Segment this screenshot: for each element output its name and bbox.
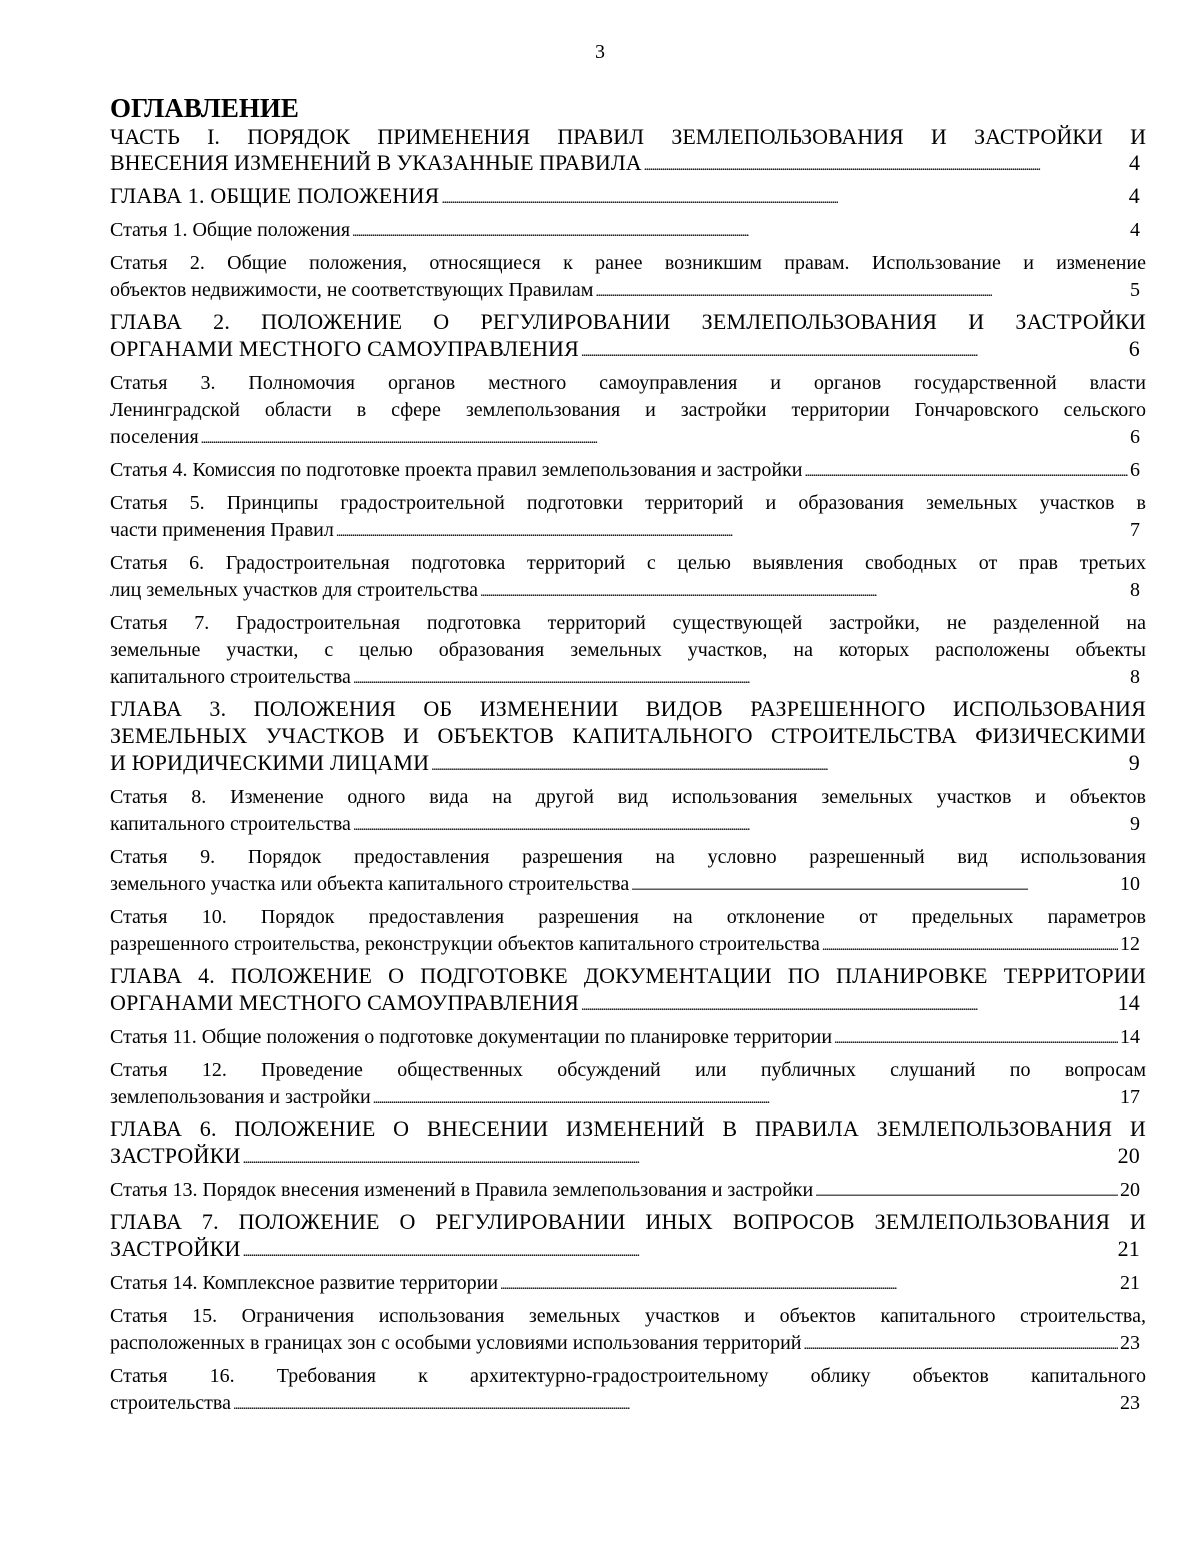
toc-entry-last-line	[110, 1024, 1146, 1053]
toc-title: ОГЛАВЛЕНИЕ	[110, 93, 299, 123]
toc-entry-line: Ленинградской области в сфере землепользования и застройки территории Гончаровского сельского	[110, 399, 1146, 421]
toc-entry-page-number: 6	[1130, 426, 1140, 448]
toc-entry-title: объектов недвижимости, не соответствующих Правилам	[110, 279, 594, 301]
toc-entry-page-number: 14	[1120, 1026, 1140, 1048]
toc-entry-article[interactable]	[110, 904, 1146, 960]
dot-leader	[243, 1142, 1116, 1173]
toc-entry-page-number: 5	[1130, 279, 1140, 301]
dot-leader	[805, 457, 1128, 486]
dot-leader	[804, 1330, 1118, 1359]
toc-entry-title: Статья 11. Общие положения о подготовке документации по планировке территории	[110, 1026, 833, 1048]
toc-entry-title: части применения Правил	[110, 519, 334, 541]
toc-entry-line: земельные участки, с целью образования земельных участков, на которых расположены объекты	[110, 639, 1146, 661]
toc-entry-article[interactable]	[110, 250, 1146, 306]
toc-entry-line: ГЛАВА 2. ПОЛОЖЕНИЕ О РЕГУЛИРОВАНИИ ЗЕМЛЕПОЛЬЗОВАНИЯ И ЗАСТРОЙКИ	[110, 309, 1146, 334]
toc-entry-line: Статья 8. Изменение одного вида на другой вид использования земельных участков и объектов	[110, 786, 1146, 808]
toc-entry-last-line	[110, 577, 1146, 606]
dot-leader	[480, 577, 1128, 606]
toc-entry-last-line	[110, 217, 1146, 246]
toc-entry-page-number: 9	[1128, 750, 1140, 775]
toc-entry-page-number: 20	[1117, 1143, 1140, 1168]
toc-entry-title: ОРГАНАМИ МЕСТНОГО САМОУПРАВЛЕНИЯ	[110, 336, 580, 361]
toc-entry-page-number: 6	[1130, 459, 1140, 481]
toc-entry-line: ЗЕМЕЛЬНЫХ УЧАСТКОВ И ОБЪЕКТОВ КАПИТАЛЬНОГО СТРОИТЕЛЬСТВА ФИЗИЧЕСКИМИ	[110, 723, 1146, 748]
dot-leader	[581, 989, 1116, 1020]
toc-entry-title: ГЛАВА 1. ОБЩИЕ ПОЛОЖЕНИЯ	[110, 183, 440, 208]
toc-entry-last-line	[110, 749, 1146, 780]
toc-entry-article[interactable]	[110, 1270, 1146, 1299]
toc-entry-article[interactable]	[110, 1057, 1146, 1113]
toc-entry-title: Статья 13. Порядок внесения изменений в Правила землепользования и застройки	[110, 1179, 814, 1201]
dot-leader	[815, 1177, 1118, 1206]
toc-entry-last-line	[110, 517, 1146, 546]
toc-entry-chapter[interactable]	[110, 1208, 1146, 1266]
toc-entry-line: ГЛАВА 6. ПОЛОЖЕНИЕ О ВНЕСЕНИИ ИЗМЕНЕНИЙ В ПРАВИЛА ЗЕМЛЕПОЛЬЗОВАНИЯ И	[110, 1116, 1146, 1141]
toc-entry-title: земельного участка или объекта капитального строительства	[110, 873, 630, 895]
toc-entry-article[interactable]	[110, 1303, 1146, 1359]
toc-entry-page-number: 23	[1120, 1392, 1140, 1414]
toc-entry-last-line	[110, 1270, 1146, 1299]
toc-entry-page-number: 7	[1130, 519, 1140, 541]
dot-leader	[581, 335, 1127, 366]
toc-entry-title: Статья 14. Комплексное развитие территории	[110, 1272, 499, 1294]
toc-entry-last-line	[110, 182, 1146, 213]
toc-entry-last-line	[110, 1390, 1146, 1419]
dot-leader	[431, 749, 1127, 780]
dot-leader	[644, 150, 1127, 180]
toc-entry-title: ВНЕСЕНИЯ ИЗМЕНЕНИЙ В УКАЗАННЫЕ ПРАВИЛА	[110, 150, 642, 175]
dot-leader	[595, 277, 1128, 306]
toc-entry-last-line	[110, 457, 1146, 486]
toc-entry-title: разрешенного строительства, реконструкции объектов капитального строительства	[110, 933, 820, 955]
toc-entry-article[interactable]	[110, 457, 1146, 486]
toc-entry-last-line	[110, 931, 1146, 960]
toc-entry-page-number: 4	[1128, 183, 1140, 208]
dot-leader	[441, 182, 1126, 213]
toc-entry-page-number: 8	[1130, 666, 1140, 688]
toc-entry-title: ЗАСТРОЙКИ	[110, 1143, 241, 1168]
dot-leader	[373, 1084, 1118, 1113]
toc-entry-page-number: 21	[1120, 1272, 1140, 1294]
dot-leader	[353, 811, 1128, 840]
toc-entry-last-line	[110, 811, 1146, 840]
toc-entry-chapter[interactable]	[110, 308, 1146, 366]
dot-leader	[201, 424, 1128, 453]
dot-leader	[834, 1024, 1118, 1053]
toc-entry-title: Статья 1. Общие положения	[110, 219, 351, 241]
toc-entry-page-number: 21	[1117, 1236, 1140, 1261]
toc-entry-line: ГЛАВА 4. ПОЛОЖЕНИЕ О ПОДГОТОВКЕ ДОКУМЕНТАЦИИ ПО ПЛАНИРОВКЕ ТЕРРИТОРИИ	[110, 963, 1146, 988]
page-number: 3	[595, 41, 605, 63]
toc-entry-last-line	[110, 1330, 1146, 1359]
toc-entry-article[interactable]	[110, 217, 1146, 246]
toc-entry-article[interactable]	[110, 490, 1146, 546]
toc-entry-line: Статья 2. Общие положения, относящиеся к ранее возникшим правам. Использование и изменение	[110, 252, 1146, 274]
toc-entry-line: Статья 10. Порядок предоставления разрешения на отклонение от предельных параметров	[110, 906, 1146, 928]
toc-entry-article[interactable]	[110, 550, 1146, 606]
toc-entry-line: ГЛАВА 7. ПОЛОЖЕНИЕ О РЕГУЛИРОВАНИИ ИНЫХ ВОПРОСОВ ЗЕМЛЕПОЛЬЗОВАНИЯ И	[110, 1209, 1146, 1234]
toc-entry-title: капитального строительства	[110, 666, 351, 688]
toc-entry-chapter[interactable]	[110, 695, 1146, 780]
toc-entry-page-number: 9	[1130, 813, 1140, 835]
toc-entry-title: землепользования и застройки	[110, 1086, 371, 1108]
toc-entry-line: Статья 12. Проведение общественных обсуждений или публичных слушаний по вопросам	[110, 1059, 1146, 1081]
toc-entry-page-number: 10	[1120, 873, 1140, 895]
dot-leader	[233, 1390, 1118, 1419]
toc-entry-title: расположенных в границах зон с особыми условиями использования территорий	[110, 1332, 802, 1354]
toc-entry-article[interactable]	[110, 370, 1146, 453]
toc-entry-title: капитального строительства	[110, 813, 351, 835]
dot-leader	[500, 1270, 1118, 1299]
toc-entry-chapter[interactable]	[110, 182, 1146, 213]
toc-entry-line: Статья 7. Градостроительная подготовка территорий существующей застройки, не разделенной на	[110, 612, 1146, 634]
toc-entry-last-line	[110, 150, 1146, 180]
toc-entry-last-line	[110, 1235, 1146, 1266]
toc-entry-last-line	[110, 1142, 1146, 1173]
table-of-contents	[110, 92, 1146, 1419]
toc-entry-article[interactable]	[110, 784, 1146, 840]
toc-entry-last-line	[110, 335, 1146, 366]
toc-entry-last-line	[110, 1177, 1146, 1206]
toc-entry-title: строительства	[110, 1392, 231, 1414]
toc-entry-page-number: 17	[1120, 1086, 1140, 1108]
dot-leader	[353, 664, 1128, 693]
dot-leader	[336, 517, 1128, 546]
toc-entry-line: Статья 16. Требования к архитектурно-градостроительному облику объектов капитального	[110, 1365, 1146, 1387]
toc-entry-last-line	[110, 664, 1146, 693]
toc-entry-title: поселения	[110, 426, 199, 448]
toc-entry-title: И ЮРИДИЧЕСКИМИ ЛИЦАМИ	[110, 750, 430, 775]
toc-entry-last-line	[110, 424, 1146, 453]
toc-entries	[110, 124, 1146, 1419]
toc-entry-page-number: 23	[1120, 1332, 1140, 1354]
dot-leader	[352, 217, 1128, 246]
toc-entry-line: ЧАСТЬ I. ПОРЯДОК ПРИМЕНЕНИЯ ПРАВИЛ ЗЕМЛЕПОЛЬЗОВАНИЯ И ЗАСТРОЙКИ И	[110, 124, 1146, 149]
toc-entry-last-line	[110, 1084, 1146, 1113]
toc-entry-page-number: 4	[1130, 219, 1140, 241]
toc-entry-line: Статья 5. Принципы градостроительной подготовки территорий и образования земельных участков в	[110, 492, 1146, 514]
toc-entry-last-line	[110, 277, 1146, 306]
toc-entry-article[interactable]	[110, 1363, 1146, 1419]
dot-leader	[243, 1235, 1116, 1266]
toc-entry-page-number: 20	[1120, 1179, 1140, 1201]
toc-entry-last-line	[110, 989, 1146, 1020]
toc-entry-title: Статья 4. Комиссия по подготовке проекта правил землепользования и застройки	[110, 459, 803, 481]
toc-entry-page-number: 4	[1129, 150, 1140, 175]
toc-entry-title: лиц земельных участков для строительства	[110, 579, 478, 601]
toc-entry-line: Статья 9. Порядок предоставления разрешения на условно разрешенный вид использования	[110, 846, 1146, 868]
toc-entry-part[interactable]	[110, 124, 1146, 180]
toc-entry-article[interactable]	[110, 844, 1146, 900]
toc-entry-article[interactable]	[110, 1024, 1146, 1053]
dot-leader	[631, 871, 1118, 900]
toc-entry-last-line	[110, 871, 1146, 900]
toc-entry-article[interactable]	[110, 610, 1146, 693]
toc-entry-article[interactable]	[110, 1177, 1146, 1206]
toc-entry-chapter[interactable]	[110, 962, 1146, 1020]
toc-entry-page-number: 12	[1120, 933, 1140, 955]
dot-leader	[822, 931, 1118, 960]
toc-entry-line: ГЛАВА 3. ПОЛОЖЕНИЯ ОБ ИЗМЕНЕНИИ ВИДОВ РАЗРЕШЕННОГО ИСПОЛЬЗОВАНИЯ	[110, 696, 1146, 721]
toc-entry-page-number: 6	[1128, 336, 1140, 361]
toc-entry-line: Статья 15. Ограничения использования земельных участков и объектов капитального строительства,	[110, 1305, 1146, 1327]
toc-entry-page-number: 14	[1117, 990, 1140, 1015]
toc-entry-line: Статья 3. Полномочия органов местного самоуправления и органов государственной власти	[110, 372, 1146, 394]
toc-entry-title: ОРГАНАМИ МЕСТНОГО САМОУПРАВЛЕНИЯ	[110, 990, 580, 1015]
toc-entry-line: Статья 6. Градостроительная подготовка территорий с целью выявления свободных от прав третьих	[110, 552, 1146, 574]
toc-entry-chapter[interactable]	[110, 1115, 1146, 1173]
toc-entry-page-number: 8	[1130, 579, 1140, 601]
toc-entry-title: ЗАСТРОЙКИ	[110, 1236, 241, 1261]
